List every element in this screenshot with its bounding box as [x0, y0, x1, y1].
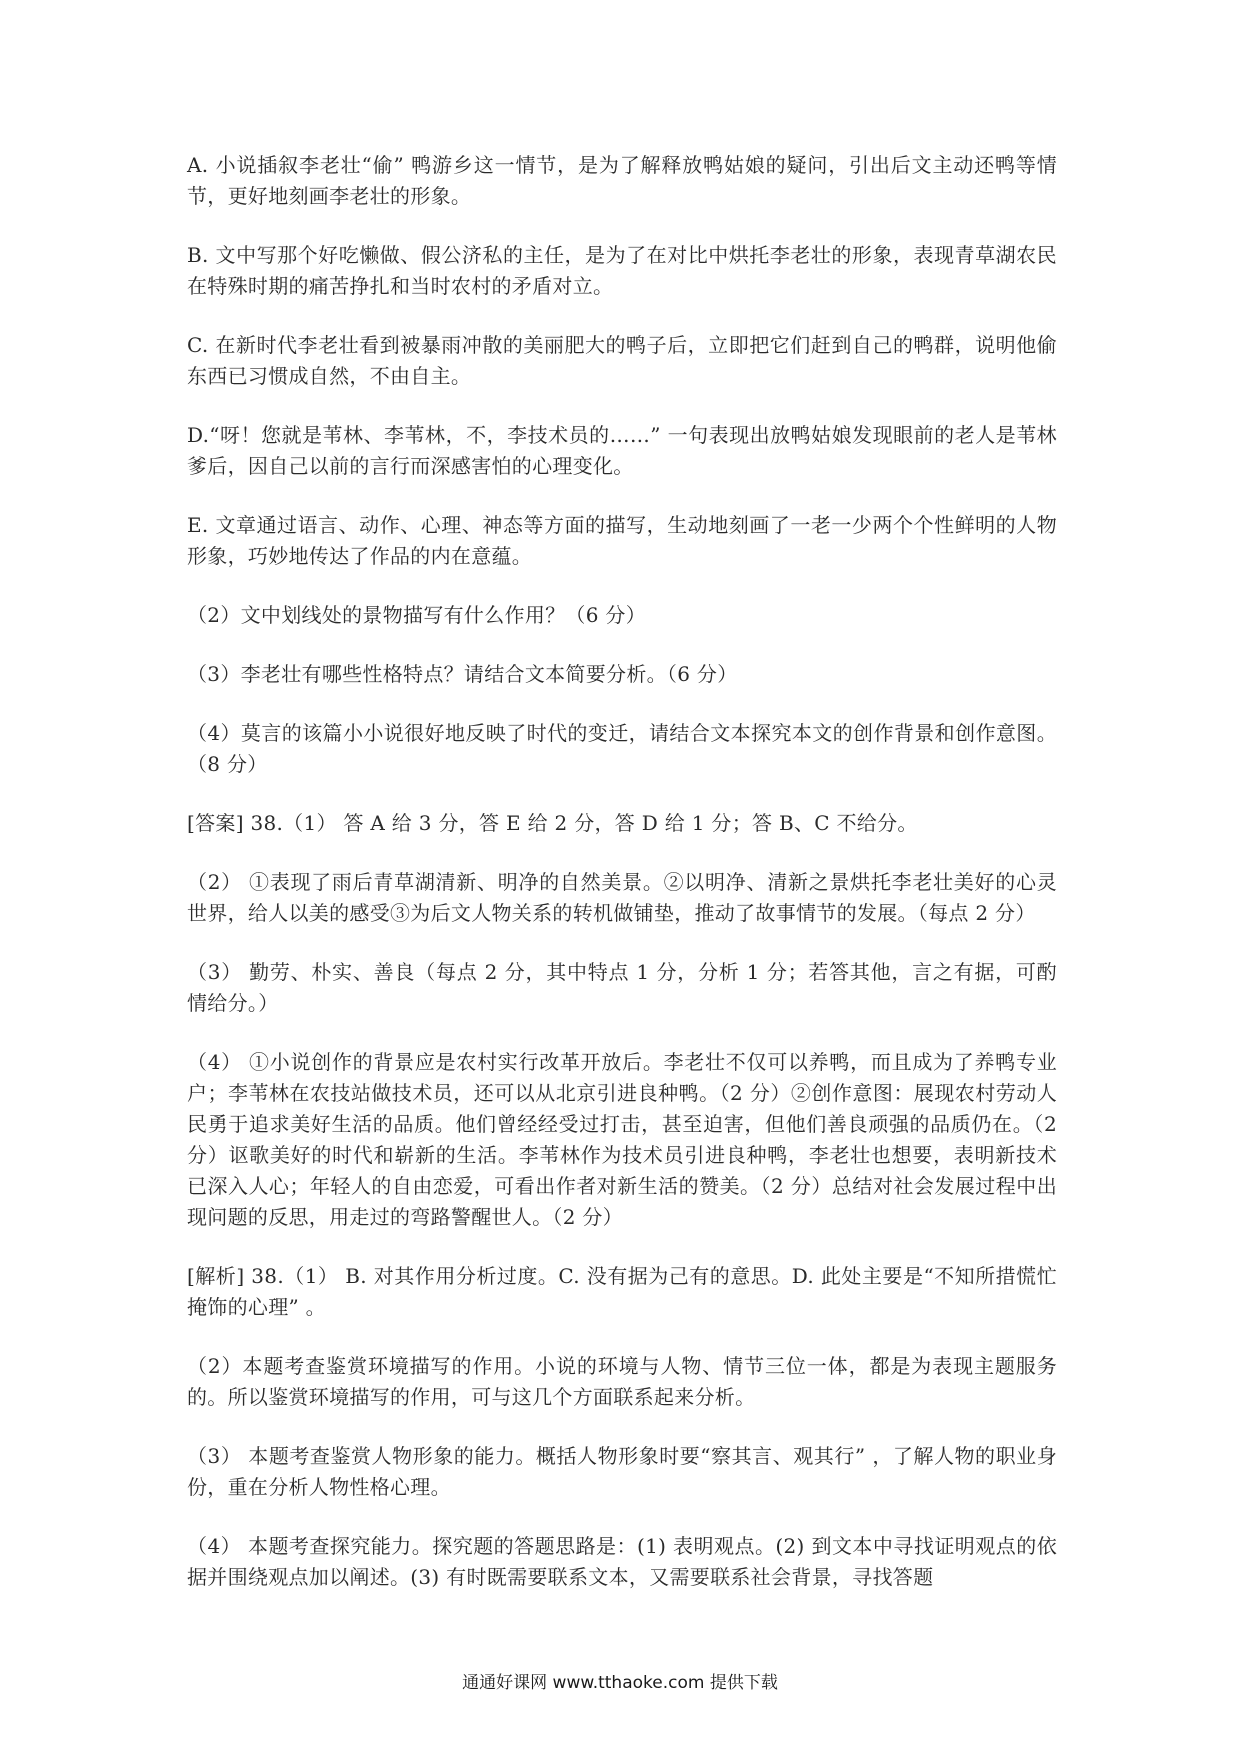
page-footer: 通通好课网 www.tthaoke.com 提供下载 [462, 1673, 778, 1693]
option-a: A. 小说插叙李老壮“偷” 鸭游乡这一情节，是为了解释放鸭姑娘的疑问，引出后文主动还鸭等情节，更好地刻画李老壮的形象。 [187, 153, 1057, 208]
answer-2: （2） ①表现了雨后青草湖清新、明净的自然美景。②以明净、清新之景烘托李老壮美好的心灵世界，给人以美的感受③为后文人物关系的转机做铺垫，推动了故事情节的发展。（每点 2 分） [187, 870, 1057, 925]
answer-1: [答案] 38.（1） 答 A 给 3 分，答 E 给 2 分，答 D 给 1 分；答 B、C 不给分。 [187, 811, 918, 835]
analysis-1: [解析] 38.（1） B. 对其作用分析过度。C. 没有据为己有的意思。D. 此处主要是“不知所措慌忙掩饰的心理” 。 [187, 1264, 1057, 1319]
option-c: C. 在新时代李老壮看到被暴雨冲散的美丽肥大的鸭子后，立即把它们赶到自己的鸭群，说明他偷东西已习惯成自然，不由自主。 [187, 333, 1057, 388]
option-e: E. 文章通过语言、动作、心理、神态等方面的描写，生动地刻画了一老一少两个个性鲜明的人物形象，巧妙地传达了作品的内在意蕴。 [187, 513, 1057, 568]
question-2: （2）文中划线处的景物描写有什么作用？（6 分） [187, 603, 647, 627]
question-4: （4）莫言的该篇小小说很好地反映了时代的变迁，请结合文本探究本文的创作背景和创作意图。（8 分） [187, 721, 1057, 776]
document-body [187, 150, 1057, 1621]
option-d: D.“呀！您就是苇林、李苇林，不，李技术员的……” 一句表现出放鸭姑娘发现眼前的老人是苇林爹后，因自己以前的言行而深感害怕的心理变化。 [187, 423, 1057, 478]
answer-4: （4） ①小说创作的背景应是农村实行改革开放后。李老壮不仅可以养鸭，而且成为了养鸭专业户；李苇林在农技站做技术员，还可以从北京引进良种鸭。（2 分）②创作意图：展现农村劳动人民勇于追求美好生活的品质。他们曾经经受过打击，甚至迫害，但他们善良顽强的品质仍在。（2 分）讴歌美好的时代和崭新的生活。李苇林作为技术员引进良种鸭，李老壮也想要，表明新技术已深入人心；年轻人的自由恋爱，可看出作者对新生活的赞美。（2 分）总结对社会发展过程中出现问题的反思，用走过的弯路警醒世人。（2 分） [187, 1050, 1057, 1229]
question-3: （3）李老壮有哪些性格特点？请结合文本简要分析。（6 分） [187, 662, 738, 686]
option-b: B. 文中写那个好吃懒做、假公济私的主任，是为了在对比中烘托李老壮的形象，表现青草湖农民在特殊时期的痛苦挣扎和当时农村的矛盾对立。 [187, 243, 1057, 298]
analysis-3: （3） 本题考查鉴赏人物形象的能力。概括人物形象时要“察其言、观其行” ，了解人物的职业身份，重在分析人物性格心理。 [187, 1444, 1057, 1499]
answer-3: （3） 勤劳、朴实、善良（每点 2 分，其中特点 1 分，分析 1 分；若答其他，言之有据，可酌情给分。） [187, 960, 1057, 1015]
analysis-4: （4） 本题考查探究能力。探究题的答题思路是：(1) 表明观点。(2) 到文本中寻找证明观点的依据并围绕观点加以阐述。(3) 有时既需要联系文本，又需要联系社会背景，寻找答题 [187, 1534, 1057, 1589]
analysis-2: （2）本题考查鉴赏环境描写的作用。小说的环境与人物、情节三位一体，都是为表现主题服务的。所以鉴赏环境描写的作用，可与这几个方面联系起来分析。 [187, 1354, 1057, 1409]
